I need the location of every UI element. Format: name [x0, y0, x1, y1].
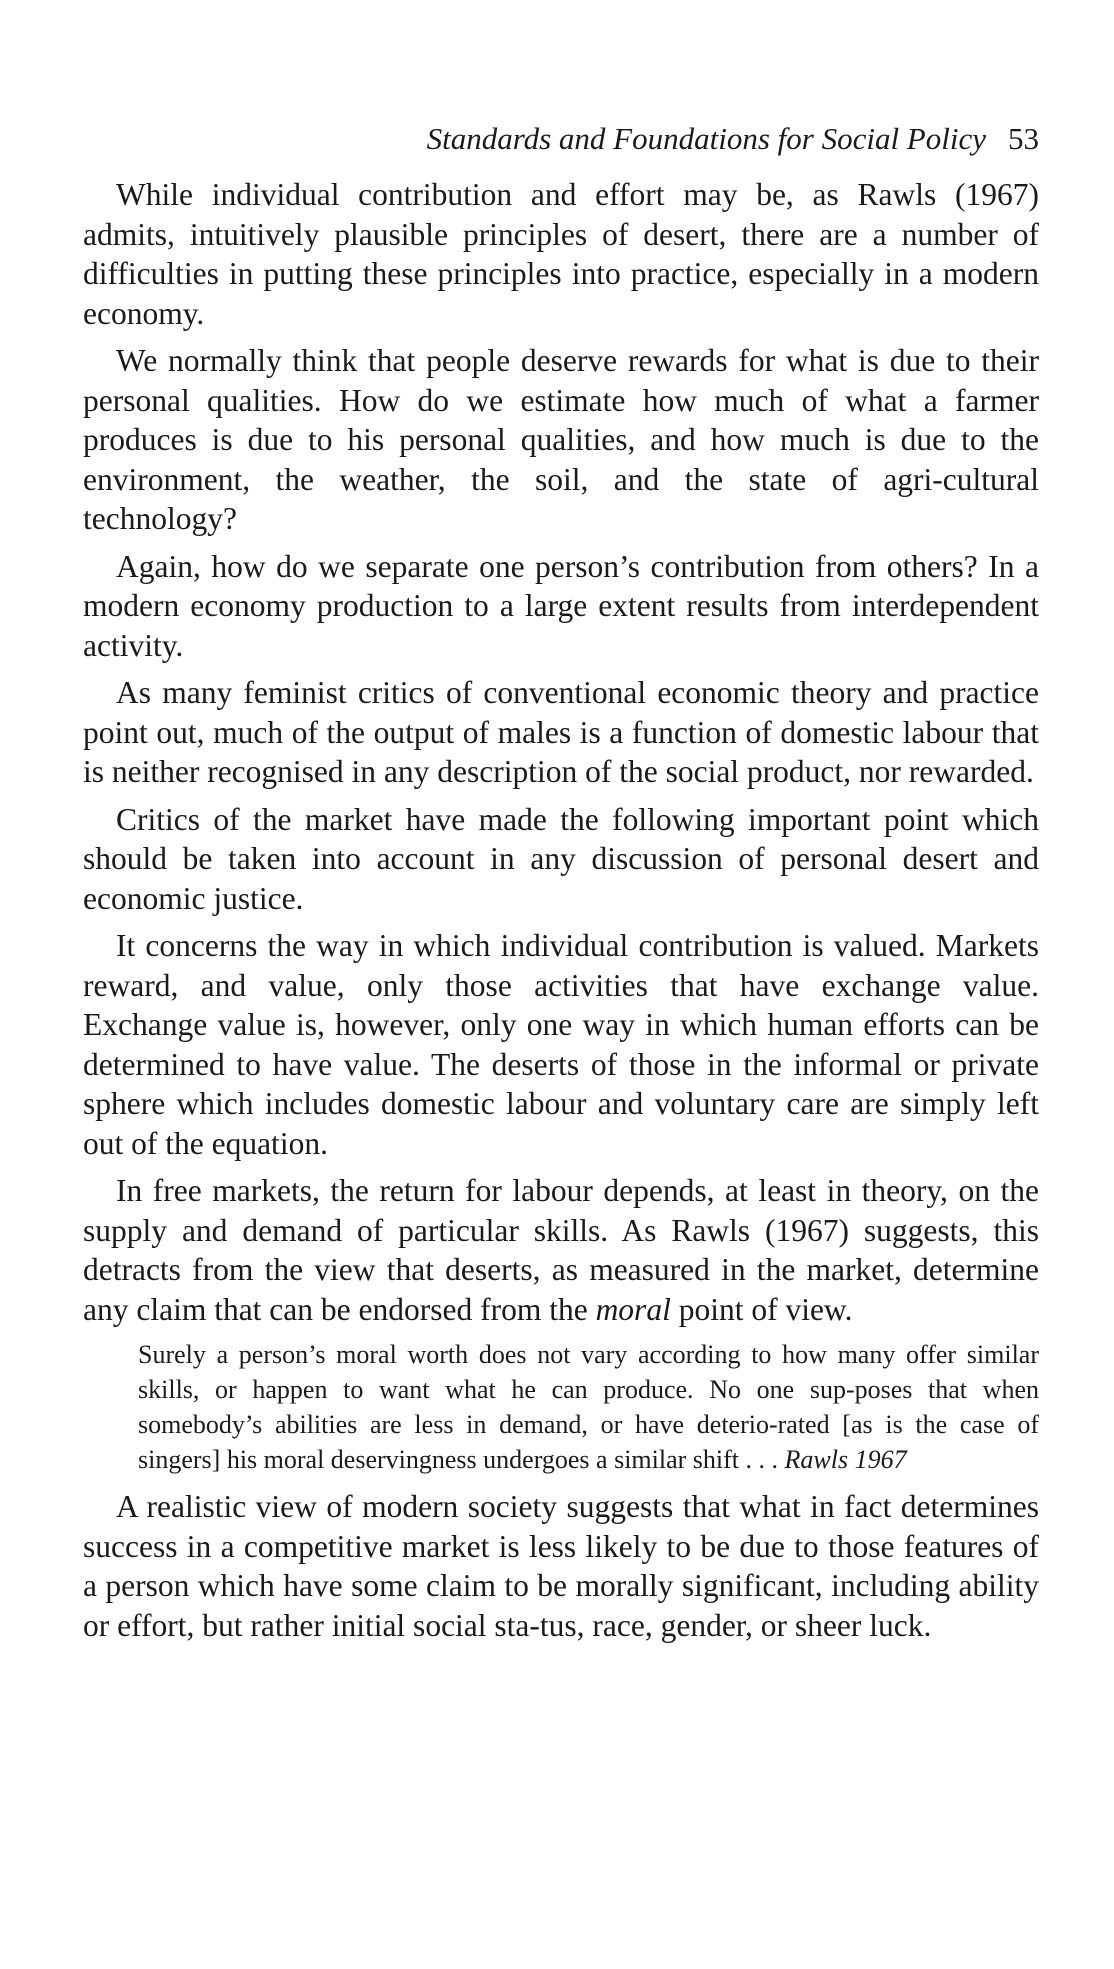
running-head	[83, 120, 1039, 157]
paragraph-1: While individual contribution and effort may be, as Rawls (1967) admits, intuitively plausible principles of desert, there are a number of difficulties in putting these principles into practice, especially in a modern economy.	[83, 177, 1039, 331]
quote-text: Surely a person’s moral worth does not vary according to how many offer similar skills, or happen to want what he can produce. No one sup-poses that when somebody’s abilities are less in demand, or have deterio-rated [as is the case of singers] his moral deservingness undergoes a similar shift . . .	[138, 1340, 1039, 1475]
block-quote	[138, 1337, 1039, 1477]
running-title: Standards and Foundations for Social Policy	[426, 121, 986, 156]
paragraph-7-end: point of view.	[678, 1291, 853, 1327]
page-number: 53	[1008, 121, 1039, 156]
paragraph-7	[83, 1171, 1039, 1329]
paragraph-4: As many feminist critics of conventional economic theory and practice point out, much of the output of males is a function of domestic labour that is neither recognised in any description of the social product, nor rewarded.	[83, 675, 1039, 790]
book-page	[83, 120, 1039, 1653]
final-paragraph: A realistic view of modern society suggests that what in fact determines success in a competitive market is less likely to be due to those features of a person which have some claim to be morally significant, including ability or effort, but rather initial social sta-tus, race, gender, or sheer luck.	[83, 1489, 1039, 1643]
emphasis-moral: moral	[595, 1291, 671, 1327]
paragraph-6: It concerns the way in which individual contribution is valued. Markets reward, and value, only those activities that have exchange value. Exchange value is, however, only one way in which human efforts can be determined to have value. The deserts of those in the informal or private sphere which includes domestic labour and voluntary care are simply left out of the equation.	[83, 928, 1039, 1161]
paragraph-7-text: In free markets, the return for labour depends, at least in theory, on the supply and demand of particular skills. As Rawls (1967) suggests, this detracts from the view that deserts, as measured in the market, determine any claim that can be endorsed from the	[83, 1173, 1039, 1327]
paragraph-3: Again, how do we separate one person’s contribution from others? In a modern economy production to a large extent results from interdependent activity.	[83, 548, 1039, 663]
quote-citation: Rawls 1967	[784, 1445, 907, 1475]
paragraph-2: We normally think that people deserve rewards for what is due to their personal qualities. How do we estimate how much of what a farmer produces is due to his personal qualities, and how much is due to the environment, the weather, the soil, and the state of agri-cultural technology?	[83, 343, 1039, 537]
paragraph-5: Critics of the market have made the following important point which should be taken into account in any discussion of personal desert and economic justice.	[83, 801, 1039, 916]
